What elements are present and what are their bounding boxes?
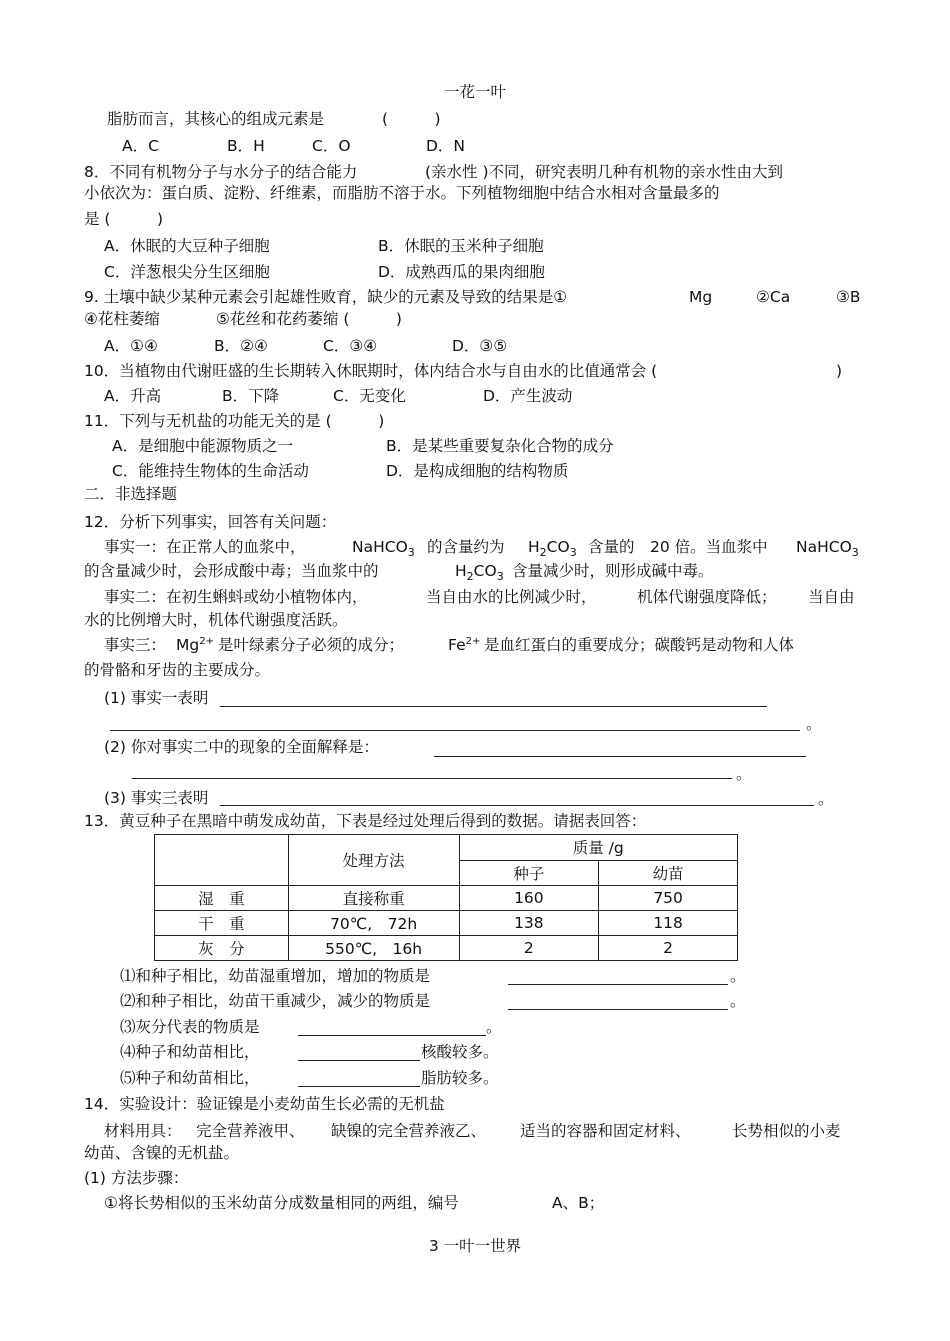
q12-fact3-c: 是叶绿素分子必须的成分； xyxy=(218,636,405,654)
q12-answer1-label: (1) 事实一表明 xyxy=(104,689,209,707)
q9-line2a: ④花柱萎缩 xyxy=(84,310,160,328)
q7-option-b: B．H xyxy=(227,137,265,155)
q14-materials-b: 完全营养液甲、 xyxy=(196,1122,305,1140)
q13-sub3-period: 。 xyxy=(486,1018,502,1036)
q12-fact3-a: 事实三： xyxy=(104,636,167,654)
q12-fact1-f: 含量的 20 倍。当血浆中 xyxy=(588,538,768,556)
q12-fact3-mg: $Mg^{2+}$ xyxy=(176,636,214,654)
q9-line2b: ⑤花丝和花药萎缩 ( ) xyxy=(216,310,402,328)
data-table xyxy=(154,834,738,961)
q12-fact3-e: 是血红蛋白的重要成分；碳酸钙是动物和人体 xyxy=(484,636,795,654)
q13-sub4-b: 核酸较多。 xyxy=(421,1043,499,1061)
q14-materials-c: 缺镍的完全营养液乙、 xyxy=(331,1122,487,1140)
q9-option-d: D．③⑤ xyxy=(452,337,508,355)
q12-fact1-a: 事实一：在正常人的血浆中， xyxy=(104,538,306,556)
q12-answer2-label: (2) 你对事实二中的现象的全面解释是： xyxy=(104,738,379,756)
q14-procedure-label: (1) 方法步骤： xyxy=(84,1169,189,1187)
q11-option-b: B．是某些重要复杂化合物的成分 xyxy=(386,437,614,455)
q12-stem: 12．分析下列事实，回答有关问题： xyxy=(84,513,337,531)
table-cell-name: 干 重 xyxy=(155,911,289,936)
q8-option-d: D．成熟西瓜的果肉细胞 xyxy=(378,263,545,281)
q12-fact1-nahco3-b: NaHCO$_3$ xyxy=(796,538,859,559)
q11-option-a: A．是细胞中能源物质之一 xyxy=(112,437,294,455)
q7-option-d: D．N xyxy=(426,137,466,155)
q9-item1: Mg xyxy=(689,288,713,306)
q13-sub4-blank[interactable] xyxy=(298,1046,420,1061)
q12-answer1-blank-2[interactable] xyxy=(110,716,800,731)
q13-sub1: ⑴和种子相比，幼苗湿重增加，增加的物质是 xyxy=(120,967,431,985)
section-title: 二．非选择题 xyxy=(84,485,178,503)
q12-answer3-label: (3) 事实三表明 xyxy=(104,789,209,807)
q7-option-a: A．C xyxy=(122,137,159,155)
q10-option-c: C．无变化 xyxy=(333,387,406,405)
q12-answer2-period: 。 xyxy=(736,765,752,783)
q13-sub5-blank[interactable] xyxy=(298,1072,420,1087)
table-cell-seed: 160 xyxy=(459,886,599,911)
table-cell-seed: 138 xyxy=(459,911,599,936)
q13-sub5-a: ⑸种子和幼苗相比， xyxy=(120,1069,260,1087)
q13-sub5-b: 脂肪较多。 xyxy=(421,1069,499,1087)
q8-option-b: B．休眠的玉米种子细胞 xyxy=(378,237,544,255)
table-header-seed: 种子 xyxy=(459,860,599,886)
q7-paren: ( ) xyxy=(382,110,441,128)
q13-sub2-period: 。 xyxy=(730,992,746,1010)
q8-option-a: A．休眠的大豆种子细胞 xyxy=(104,237,270,255)
q14-materials-d: 适当的容器和固定材料、 xyxy=(520,1122,691,1140)
table-cell-name: 灰 分 xyxy=(155,936,289,961)
q13-sub2: ⑵和种子相比，幼苗干重减少，减少的物质是 xyxy=(120,992,431,1010)
q12-fact2-c: 机体代谢强度降低； xyxy=(637,588,777,606)
q9-option-b: B．②④ xyxy=(214,337,268,355)
q14-materials-line2: 幼苗、含镍的无机盐。 xyxy=(84,1144,240,1162)
table-cell-method: 550℃, 16h xyxy=(288,936,459,961)
q12-answer1-period: 。 xyxy=(806,715,822,733)
q12-fact1-c: 的含量约为 xyxy=(427,538,505,556)
q8-line3: 是 ( ) xyxy=(84,210,164,228)
q12-answer2-blank[interactable] xyxy=(434,742,806,757)
table-cell-name: 湿 重 xyxy=(155,886,289,911)
q12-answer1-blank[interactable] xyxy=(220,692,767,707)
q13-sub3-blank[interactable] xyxy=(298,1021,486,1036)
table-header-seedling: 幼苗 xyxy=(599,860,738,886)
q10-stem: 10．当植物由代谢旺盛的生长期转入休眠期时，体内结合水与自由水的比值通常会 ( xyxy=(84,362,658,380)
q12-fact1-line2a: 的含量减少时，会形成酸中毒；当血浆中的 xyxy=(84,562,379,580)
table-cell-seedling: 2 xyxy=(599,936,738,961)
q10-close: ) xyxy=(836,362,843,380)
table-row xyxy=(155,911,738,936)
q12-fact1-h2co3: $H_2CO_3$ xyxy=(528,538,577,559)
q10-option-d: D．产生波动 xyxy=(483,387,573,405)
q12-answer2-blank-2[interactable] xyxy=(132,764,732,779)
q13-sub1-blank[interactable] xyxy=(508,970,728,985)
table-header-mass: 质量 /g xyxy=(459,835,738,861)
q14-step1-a: ①将长势相似的玉米幼苗分成数量相同的两组，编号 xyxy=(104,1194,459,1212)
q9-option-c: C．③④ xyxy=(323,337,378,355)
q14-materials-a: 材料用具： xyxy=(104,1122,182,1140)
table-corner xyxy=(155,835,289,886)
q11-option-c: C．能维持生物体的生命活动 xyxy=(112,462,309,480)
q12-fact2-d: 当自由 xyxy=(808,588,855,606)
q12-fact2-b: 当自由水的比例减少时， xyxy=(426,588,597,606)
table-cell-seedling: 118 xyxy=(599,911,738,936)
table-cell-seedling: 750 xyxy=(599,886,738,911)
q12-fact2-a: 事实二：在初生蝌蚪或幼小植物体内， xyxy=(104,588,368,606)
q13-sub4-a: ⑷种子和幼苗相比， xyxy=(120,1043,260,1061)
q14-materials-e: 长势相似的小麦 xyxy=(732,1122,841,1140)
q14-stem: 14．实验设计：验证镍是小麦幼苗生长必需的无机盐 xyxy=(84,1095,445,1113)
q13-sub2-blank[interactable] xyxy=(508,995,728,1010)
q7-option-c: C．O xyxy=(312,137,351,155)
q8-option-c: C．洋葱根尖分生区细胞 xyxy=(104,263,270,281)
q10-option-a: A．升高 xyxy=(104,387,162,405)
q12-fact3-fe: $Fe^{2+}$ xyxy=(448,636,481,654)
q11-option-d: D．是构成细胞的结构物质 xyxy=(386,462,569,480)
q12-fact1-nahco3: NaHCO$_3$ xyxy=(352,538,415,559)
q8-line1b: (亲水性 )不同，研究表明几种有机物的亲水性由大到 xyxy=(425,163,784,181)
table-cell-method: 70℃, 72h xyxy=(288,911,459,936)
q11-stem: 11．下列与无机盐的功能无关的是 ( ) xyxy=(84,412,385,430)
q9-option-a: A．①④ xyxy=(104,337,158,355)
q12-answer3-blank[interactable] xyxy=(220,791,814,806)
q7-stem: 脂肪而言，其核心的组成元素是 xyxy=(107,110,325,128)
table-cell-seed: 2 xyxy=(459,936,599,961)
q12-fact1-h2co3-b: $H_2CO_3$ xyxy=(455,562,504,583)
table-row xyxy=(155,886,738,911)
page-footer: 3 一叶一世界 xyxy=(428,1237,522,1255)
q8-line1a: 8．不同有机物分子与水分子的结合能力 xyxy=(84,163,358,181)
q9-item3: ③B xyxy=(836,288,861,306)
table-header-method: 处理方法 xyxy=(288,835,459,886)
q9-item2: ②Ca xyxy=(756,288,791,306)
table-cell-method: 直接称重 xyxy=(288,886,459,911)
q14-step1-b: A、B； xyxy=(552,1194,605,1212)
q13-sub1-period: 。 xyxy=(730,967,746,985)
q13-sub3: ⑶灰分代表的物质是 xyxy=(120,1018,260,1036)
q12-fact3-line2: 的骨骼和牙齿的主要成分。 xyxy=(84,661,271,679)
q12-answer3-period: 。 xyxy=(818,790,834,808)
q12-fact2-line2: 水的比例增大时，机体代谢强度活跃。 xyxy=(84,611,348,629)
table-row xyxy=(155,936,738,961)
q12-fact1-line2d: 含量减少时，则形成碱中毒。 xyxy=(512,562,714,580)
q9-line1: 9. 土壤中缺少某种元素会引起雄性败育，缺少的元素及导致的结果是① xyxy=(84,288,568,306)
q13-stem: 13．黄豆种子在黑暗中萌发成幼苗，下表是经过处理后得到的数据。请据表回答： xyxy=(84,812,647,830)
page-header: 一花一叶 xyxy=(443,83,506,101)
q10-option-b: B．下降 xyxy=(222,387,280,405)
q8-line2: 小依次为：蛋白质、淀粉、纤维素，而脂肪不溶于水。下列植物细胞中结合水相对含量最多的 xyxy=(84,184,720,202)
